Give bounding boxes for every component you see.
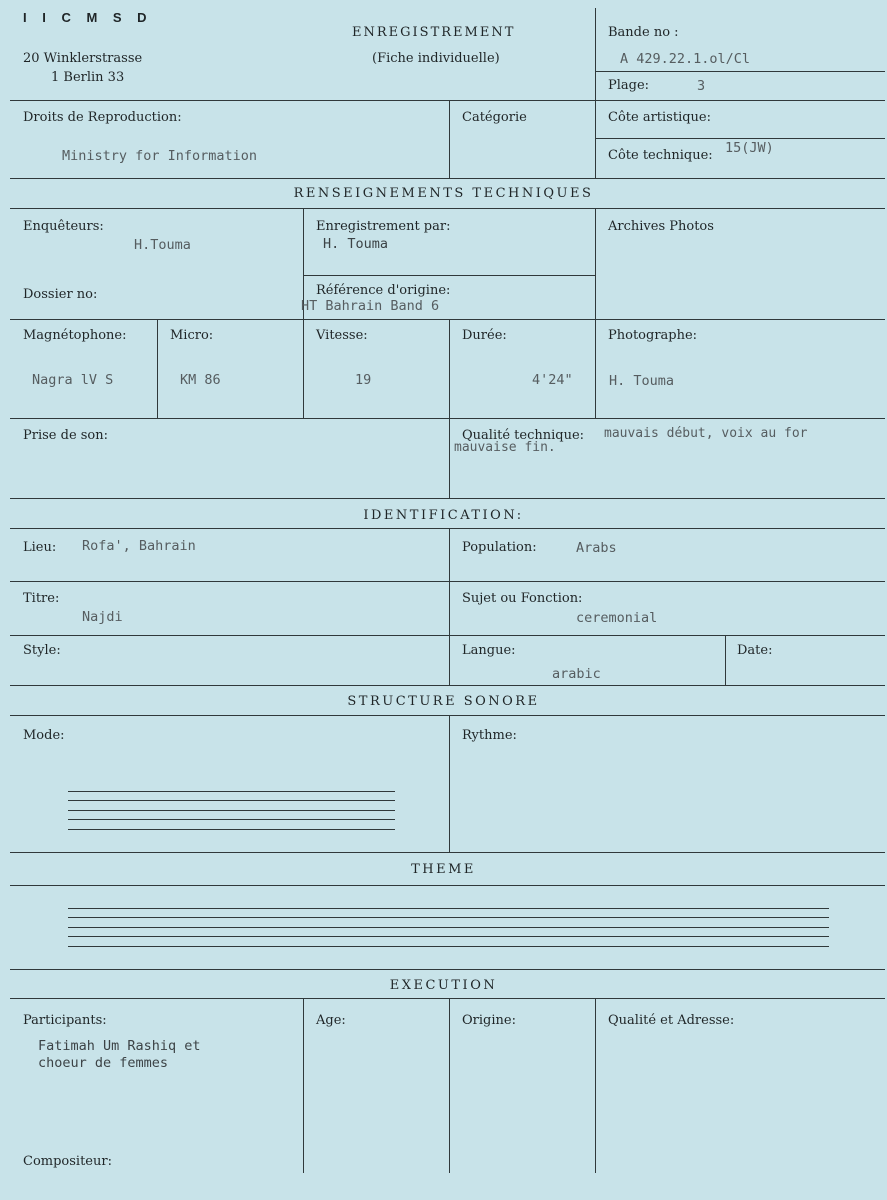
writing-line [68, 791, 395, 792]
section-execution: EXECUTION [389, 978, 498, 993]
qualite-technique-label: Qualité technique: [462, 428, 585, 443]
divider [595, 71, 885, 72]
enqueteurs-value: H.Touma [134, 237, 191, 253]
divider [10, 319, 885, 320]
participants-value-line-2: choeur de femmes [38, 1055, 169, 1071]
prise-de-son-label: Prise de son: [23, 428, 109, 443]
divider [595, 319, 596, 418]
divider [10, 581, 885, 582]
divider [10, 178, 885, 179]
divider [10, 685, 885, 686]
section-renseignements-techniques: RENSEIGNEMENTS TECHNIQUES [293, 186, 594, 201]
dossier-label: Dossier no: [23, 287, 98, 302]
divider [595, 8, 596, 100]
lieu-label: Lieu: [23, 540, 57, 555]
divider [449, 998, 450, 1173]
writing-line [68, 917, 829, 918]
magnetophone-value: Nagra lV S [32, 372, 114, 388]
cote-technique-value: 15(JW) [725, 140, 774, 156]
divider [595, 208, 596, 319]
sujet-label: Sujet ou Fonction: [462, 591, 583, 606]
writing-line [68, 936, 829, 937]
divider [303, 275, 595, 276]
divider [10, 885, 885, 886]
titre-value: Najdi [82, 609, 123, 625]
compositeur-label: Compositeur: [23, 1154, 112, 1169]
photographe-value: H. Touma [609, 373, 675, 389]
archives-photos-label: Archives Photos [608, 219, 714, 234]
divider [725, 635, 726, 685]
origine-label: Origine: [462, 1013, 516, 1028]
divider [10, 998, 885, 999]
duree-label: Durée: [462, 328, 507, 343]
photographe-label: Photographe: [608, 328, 698, 343]
section-theme: THEME [411, 862, 476, 877]
enregistrement-par-label: Enregistrement par: [316, 219, 451, 234]
divider [10, 969, 885, 970]
plage-value: 3 [697, 78, 706, 94]
cote-artistique-label: Côte artistique: [608, 110, 711, 125]
divider [449, 319, 450, 418]
sujet-value: ceremonial [576, 610, 658, 626]
section-identification: IDENTIFICATION: [363, 508, 524, 523]
duree-value: 4'24" [532, 372, 573, 388]
writing-line [68, 927, 829, 928]
writing-line [68, 810, 395, 811]
vitesse-value: 19 [355, 372, 372, 388]
bande-label: Bande no : [608, 25, 679, 40]
divider [10, 852, 885, 853]
divider [10, 418, 885, 419]
bande-value: A 429.22.1.ol/Cl [620, 51, 751, 67]
divider [449, 528, 450, 685]
divider [10, 528, 885, 529]
enregistrement-par-value: H. Touma [323, 236, 389, 252]
qualite-adresse-label: Qualité et Adresse: [608, 1013, 735, 1028]
enqueteurs-label: Enquêteurs: [23, 219, 104, 234]
participants-label: Participants: [23, 1013, 107, 1028]
population-value: Arabs [576, 540, 617, 556]
writing-line [68, 819, 395, 820]
divider [449, 100, 450, 178]
cote-technique-label: Côte technique: [608, 148, 713, 163]
divider [10, 208, 885, 209]
writing-line [68, 946, 829, 947]
participants-value-line-1: Fatimah Um Rashiq et [38, 1038, 201, 1054]
langue-label: Langue: [462, 643, 516, 658]
divider [303, 319, 304, 418]
divider [449, 418, 450, 498]
reference-value: HT Bahrain Band 6 [301, 298, 440, 314]
mode-label: Mode: [23, 728, 65, 743]
qualite-technique-value-line-1: mauvais début, voix au for [604, 426, 808, 441]
section-structure-sonore: STRUCTURE SONORE [347, 694, 540, 709]
divider [449, 715, 450, 852]
rythme-label: Rythme: [462, 728, 517, 743]
form-title: ENREGISTREMENT [352, 25, 516, 40]
date-label: Date: [737, 643, 773, 658]
org-address-line-1: 20 Winklerstrasse [23, 51, 143, 66]
lieu-value: Rofa', Bahrain [82, 538, 196, 554]
divider [10, 100, 885, 101]
style-label: Style: [23, 643, 61, 658]
writing-line [68, 908, 829, 909]
droits-label: Droits de Reproduction: [23, 110, 182, 125]
titre-label: Titre: [23, 591, 60, 606]
reference-label: Référence d'origine: [316, 283, 451, 298]
writing-line [68, 800, 395, 801]
form-subtitle: (Fiche individuelle) [372, 51, 500, 66]
age-label: Age: [316, 1013, 346, 1028]
divider [595, 138, 885, 139]
categorie-label: Catégorie [462, 110, 527, 125]
divider [157, 319, 158, 418]
divider [303, 998, 304, 1173]
divider [10, 498, 885, 499]
droits-value: Ministry for Information [62, 148, 258, 164]
micro-value: KM 86 [180, 372, 221, 388]
langue-value: arabic [552, 666, 601, 682]
divider [10, 635, 885, 636]
divider [595, 100, 596, 178]
population-label: Population: [462, 540, 537, 555]
magnetophone-label: Magnétophone: [23, 328, 127, 343]
divider [10, 715, 885, 716]
micro-label: Micro: [170, 328, 214, 343]
divider [595, 998, 596, 1173]
org-name: I I C M S D [23, 10, 153, 25]
qualite-technique-value-line-2: mauvaise fin. [454, 440, 556, 455]
org-address-line-2: 1 Berlin 33 [51, 70, 125, 85]
plage-label: Plage: [608, 78, 650, 93]
vitesse-label: Vitesse: [316, 328, 368, 343]
writing-line [68, 829, 395, 830]
